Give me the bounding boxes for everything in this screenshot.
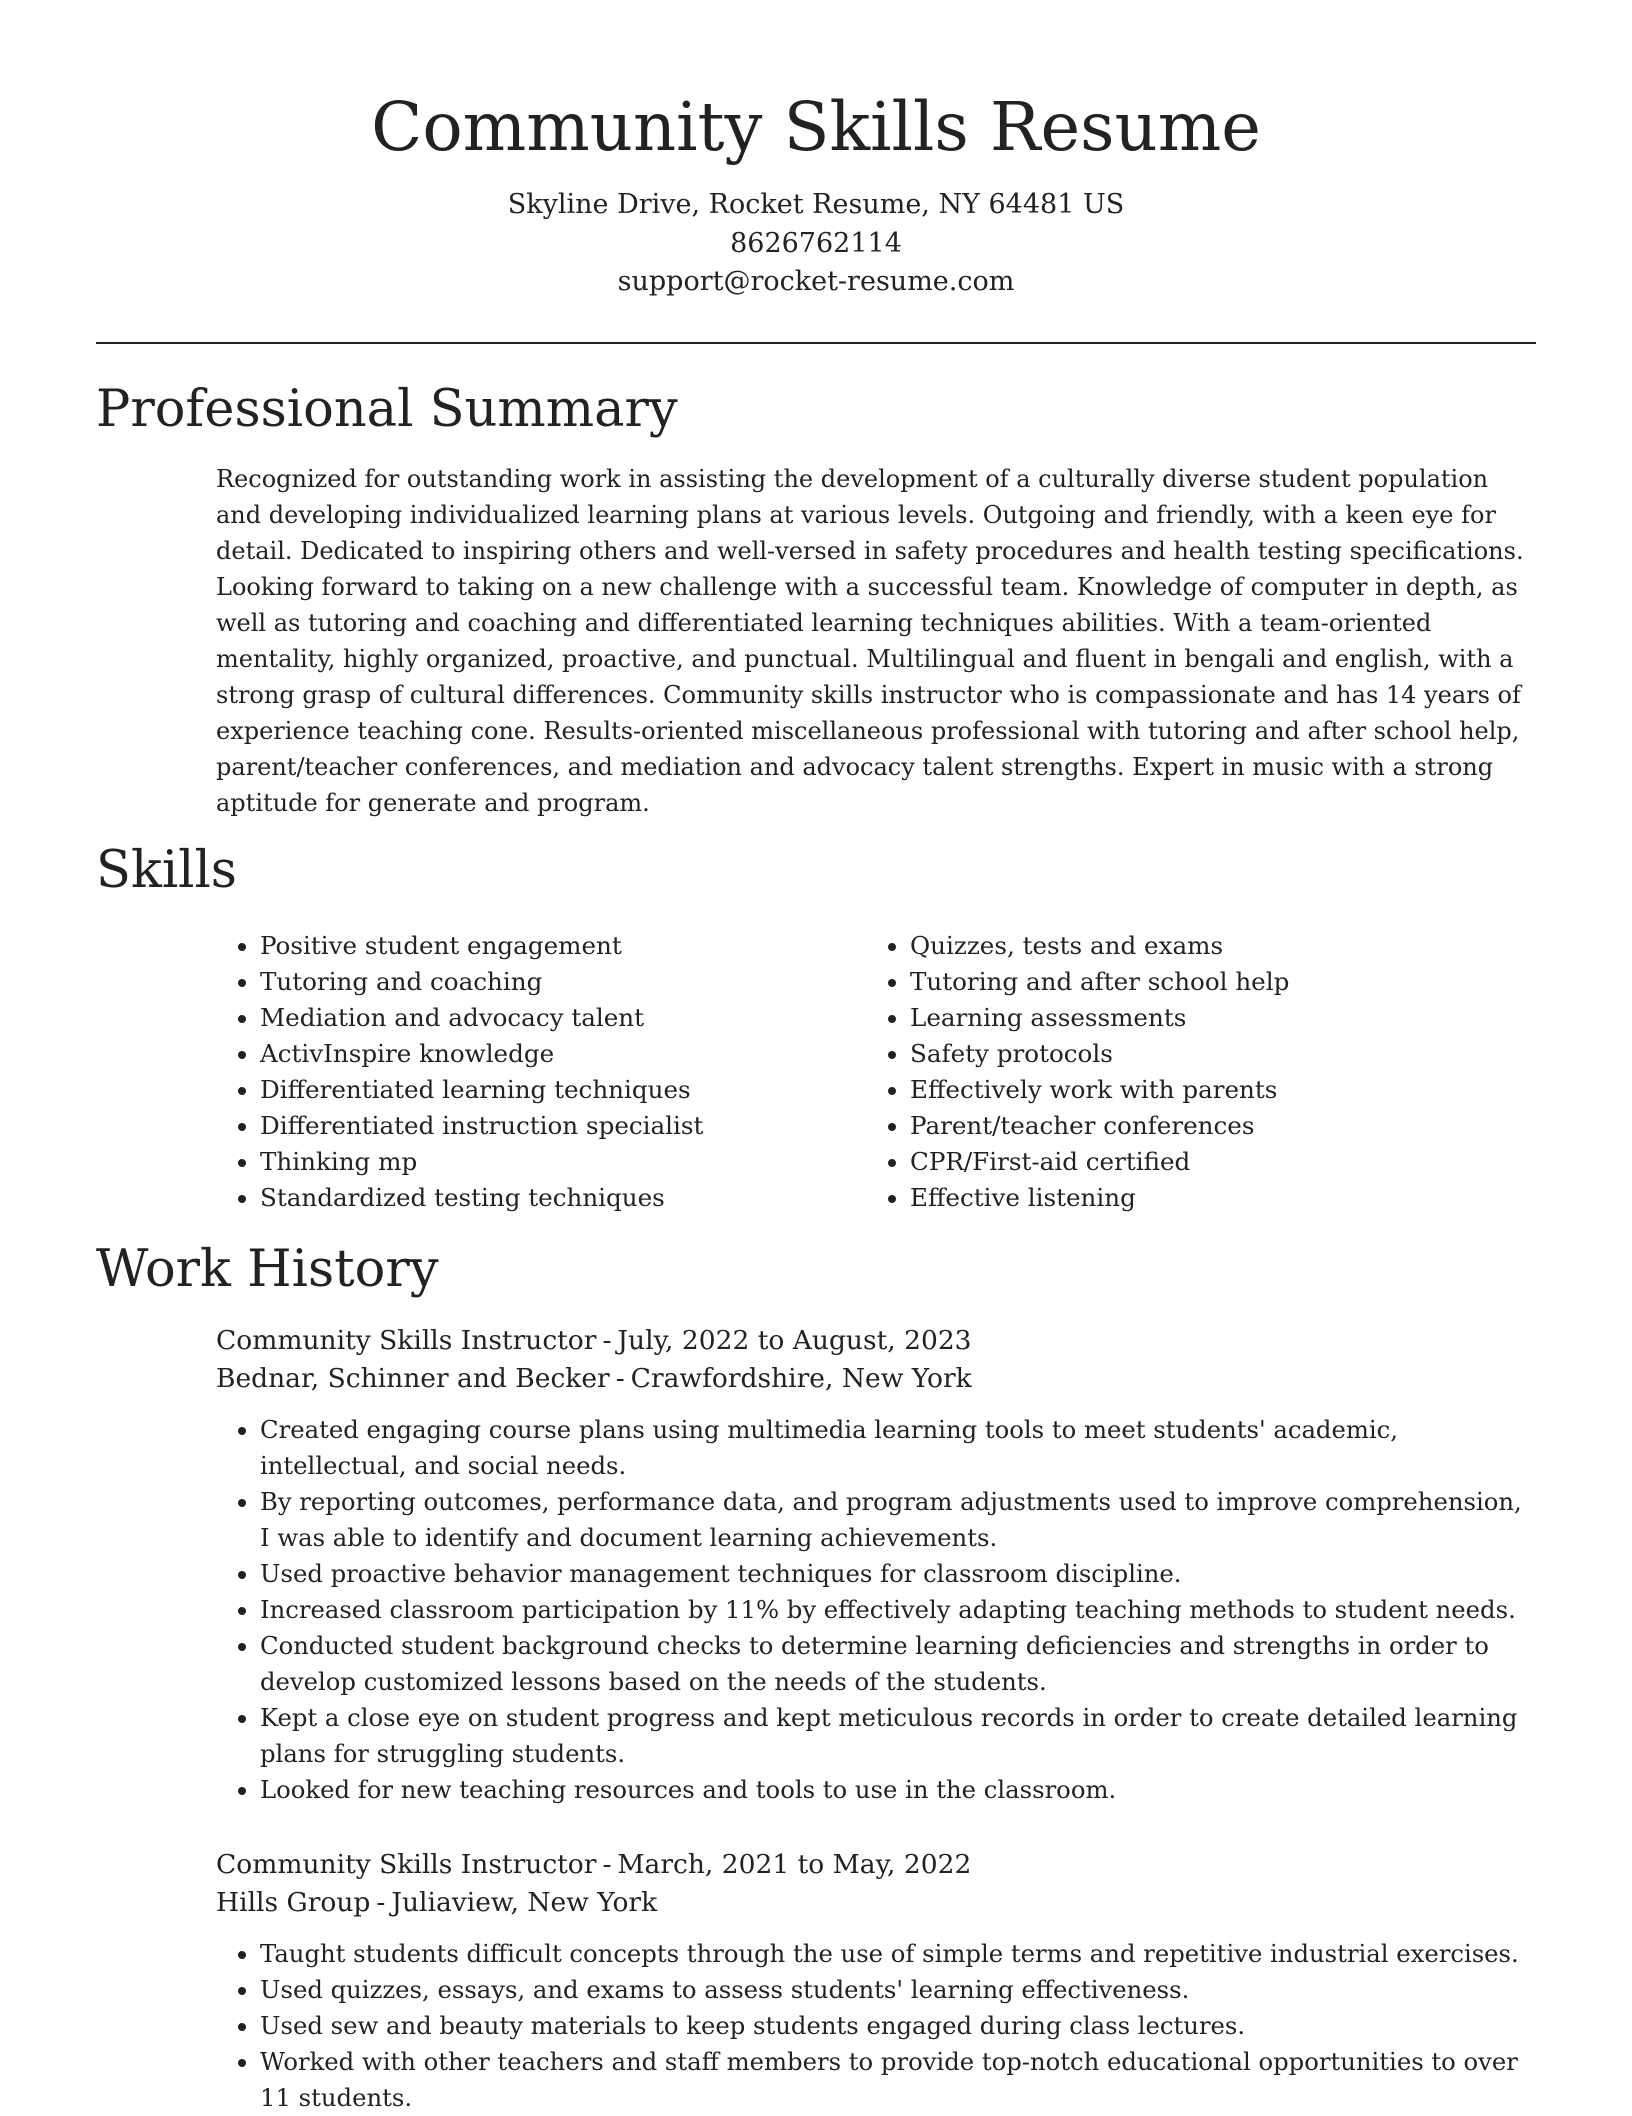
- job-role: Community Skills Instructor: [216, 1325, 597, 1356]
- duty-item: • Worked with other teachers and staff members to provide top-notch educational opportunities to over 11 students.: [260, 2044, 1536, 2116]
- contact-block: [0, 186, 1632, 302]
- job-company: Hills Group: [216, 1887, 371, 1918]
- duty-item: • Conducted student background checks to determine learning deficiencies and strengths in order to develop customized lessons based on the needs of the students.: [260, 1628, 1536, 1700]
- job-entry: [216, 1322, 1536, 1808]
- job-company: Bednar, Schinner and Becker: [216, 1363, 610, 1394]
- skill-item: • Effectively work with parents: [910, 1072, 1530, 1108]
- resume-title: Community Skills Resume: [371, 88, 1261, 166]
- duty-item: • By reporting outcomes, performance data, and program adjustments used to improve comprehension, I was able to identify and document learning achievements.: [260, 1484, 1536, 1556]
- skill-item: • Tutoring and coaching: [260, 964, 860, 1000]
- skills-heading: Skills: [96, 841, 237, 900]
- duty-item: • Kept a close eye on student progress and kept meticulous records in order to create detailed learning plans for struggling students.: [260, 1700, 1536, 1772]
- work-history-heading: Work History: [96, 1240, 439, 1299]
- duty-item: • Taught students difficult concepts through the use of simple terms and repetitive industrial exercises.: [260, 1936, 1536, 1972]
- skills-list-right: [866, 928, 1530, 1216]
- skill-item: • Thinking mp: [260, 1144, 860, 1180]
- skill-item: • Quizzes, tests and exams: [910, 928, 1530, 964]
- address: Skyline Drive, Rocket Resume, NY 64481 US: [507, 189, 1125, 220]
- job-company-line: Bednar, Schinner and Becker - Crawfordshire, New York: [216, 1363, 972, 1394]
- job-title-line: Community Skills Instructor - March, 2021 to May, 2022: [216, 1849, 972, 1880]
- skill-item: • Tutoring and after school help: [910, 964, 1530, 1000]
- skill-item: • Differentiated instruction specialist: [260, 1108, 860, 1144]
- duty-item: • Looked for new teaching resources and tools to use in the classroom.: [260, 1772, 1536, 1808]
- summary-text: Recognized for outstanding work in assisting the development of a culturally diverse student population and developing individualized learning plans at various levels. Outgoing and friendly, with a keen eye for detail. Dedicated to inspiring others and well-versed in safety procedures and health testing specifications. Looking forward to taking on a new challenge with a successful team. Knowledge of computer in depth, as well as tutoring and coaching and differentiated learning techniques abilities. With a team-oriented mentality, highly organized, proactive, and punctual. Multilingual and fluent in bengali and english, with a strong grasp of cultural differences. Community skills instructor who is compassionate and has 14 years of experience teaching cone. Results-oriented miscellaneous professional with tutoring and after school help, parent/teacher conferences, and mediation and advocacy talent strengths. Expert in music with a strong aptitude for generate and program.: [216, 465, 1524, 817]
- job-company-line: Hills Group - Juliaview, New York: [216, 1887, 658, 1918]
- job-dates: July, 2022 to August, 2023: [617, 1325, 972, 1356]
- job-location: Crawfordshire, New York: [630, 1363, 972, 1394]
- skill-item: • Positive student engagement: [260, 928, 860, 964]
- job-role: Community Skills Instructor: [216, 1849, 597, 1880]
- skill-item: • ActivInspire knowledge: [260, 1036, 860, 1072]
- skills-list-left: [216, 928, 860, 1216]
- skill-item: • CPR/First-aid certified: [910, 1144, 1530, 1180]
- duty-list: [216, 1936, 1536, 2116]
- skill-item: • Effective listening: [910, 1180, 1530, 1216]
- job-dates: March, 2021 to May, 2022: [617, 1849, 972, 1880]
- duty-item: • Used proactive behavior management techniques for classroom discipline.: [260, 1556, 1536, 1592]
- duty-item: • Increased classroom participation by 11% by effectively adapting teaching methods to student needs.: [260, 1592, 1536, 1628]
- job-title-line: Community Skills Instructor - July, 2022 to August, 2023: [216, 1325, 972, 1356]
- skill-item: • Standardized testing techniques: [260, 1180, 860, 1216]
- duty-item: • Used quizzes, essays, and exams to assess students' learning effectiveness.: [260, 1972, 1536, 2008]
- duty-item: • Used sew and beauty materials to keep students engaged during class lectures.: [260, 2008, 1536, 2044]
- job-entry: [216, 1846, 1536, 2116]
- skill-item: • Safety protocols: [910, 1036, 1530, 1072]
- duty-list: [216, 1412, 1536, 1808]
- duty-item: • Created engaging course plans using multimedia learning tools to meet students' academic, intellectual, and social needs.: [260, 1412, 1536, 1484]
- job-location: Juliaview, New York: [391, 1887, 658, 1918]
- phone: 8626762114: [730, 227, 902, 259]
- header-divider: [96, 342, 1536, 344]
- skill-item: • Mediation and advocacy talent: [260, 1000, 860, 1036]
- skill-item: • Differentiated learning techniques: [260, 1072, 860, 1108]
- email: support@rocket-resume.com: [617, 266, 1015, 297]
- skill-item: • Learning assessments: [910, 1000, 1530, 1036]
- resume-header: [0, 0, 1632, 302]
- summary-heading: Professional Summary: [96, 380, 678, 439]
- skill-item: • Parent/teacher conferences: [910, 1108, 1530, 1144]
